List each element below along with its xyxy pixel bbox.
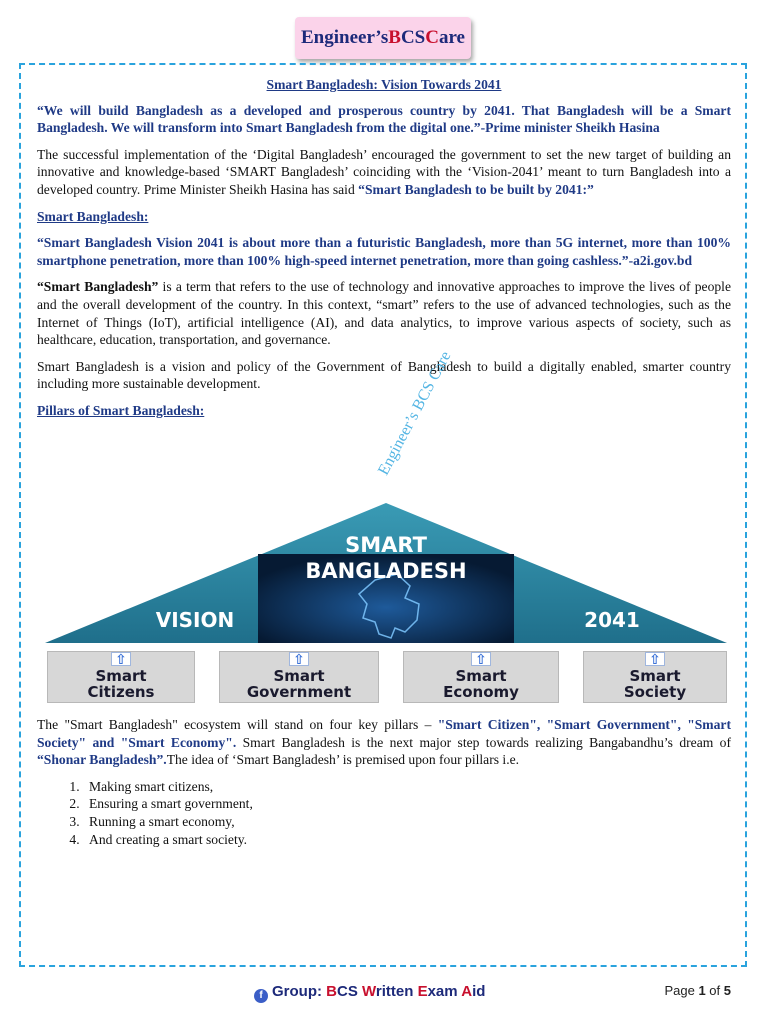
intro-text: The successful implementation of the ‘Digital Bangladesh’ encouraged the government to set the new target of building an innovative and knowledge-based ‘SMART Bangladesh’ coinciding with the ‘Vision-2041’ meant to turn Bangladesh into a developed country. Prime Minister Sheikh Hasina has said (37, 146, 731, 197)
badge-text-3: are (438, 27, 465, 48)
badge-text-2: CS (400, 27, 426, 48)
heading-pillars: Pillars of Smart Bangladesh: (37, 402, 205, 418)
pillar-sublabel-1: Citizens (87, 683, 155, 701)
badge-text-1: Engineer’s (301, 27, 389, 48)
pillar-sublabel-2: Government (246, 683, 352, 701)
definition-text: is a term that refers to the use of technology and innovative approaches to improve the lives of people and the overall development of the country. In this context, “smart” refers to the use of advanced technologies, such as the Internet of Things (IoT), artificial intelligence (AI), and data analytics, to improve various aspects of society, such as healthcare, education, transportation, and governance. (37, 279, 731, 348)
watermark: Engineer’s BCS Care (375, 348, 455, 478)
ecosystem-text-c: Smart Bangladesh is the next major step towards realizing Bangabandhu’s dream of (236, 734, 731, 750)
badge-letter-c: C (425, 27, 439, 48)
page-of: of (705, 983, 724, 998)
a2i-quote: “Smart Bangladesh Vision 2041 is about more than a futuristic Bangladesh, more than 5G internet, more than 100% smartphone penetration, more than 100% high-speed internet penetration, more than going cashless.”-a2i.gov.bd (37, 235, 731, 268)
list-item: 4. And creating a smart society. (83, 831, 731, 849)
footer-word: id (472, 983, 486, 1000)
footer-letter: B (326, 983, 337, 1000)
pm-quote: “We will build Bangladesh as a developed and prosperous country by 2041. That Bangladesh will be a Smart Bangladesh. We will transform into Smart Bangladesh from the digital one.”-Prime minister Sheikh Hasina (37, 102, 731, 136)
page-number (664, 983, 731, 998)
pillar-smart-government (219, 651, 379, 703)
pillar-row (47, 651, 727, 707)
pillar-label-2: Smart (273, 667, 325, 685)
diagram-vision-label: VISION (155, 608, 235, 632)
ecosystem-text-e: The idea of ‘Smart Bangladesh’ is premised upon four pillars i.e. (166, 752, 520, 768)
pillar-label-3: Smart (455, 667, 507, 685)
list-item: 3. Running a smart economy, (83, 813, 731, 831)
diagram-bangladesh-label: BANGLADESH (305, 559, 467, 583)
pillar-smart-citizens (47, 651, 195, 703)
list-item: 1. Making smart citizens, (83, 778, 731, 796)
definition-term: “Smart Bangladesh” (37, 279, 159, 295)
intro-quote: “Smart Bangladesh to be built by 2041:” (358, 181, 594, 197)
footer-word: ritten (375, 983, 418, 1000)
up-arrow-icon: ⇧ (289, 652, 309, 666)
facebook-icon: f (254, 989, 268, 1003)
header-badge (295, 17, 471, 59)
page-total: 5 (723, 983, 731, 998)
footer-letter: E (417, 983, 428, 1000)
shonar-bangladesh: “Shonar Bangladesh”. (37, 752, 167, 768)
definition-paragraph (37, 278, 731, 348)
pillar-smart-society (583, 651, 727, 703)
pillar-sublabel-4: Society (623, 683, 687, 701)
footer-letter: A (461, 983, 473, 1000)
page-current: 1 (698, 983, 706, 998)
footer-letter: W (362, 983, 376, 1000)
page-prefix: Page (664, 983, 699, 998)
pillars-list (37, 778, 731, 848)
ecosystem-text-a: The "Smart Bangladesh" ecosystem will stand on four key pillars – (37, 717, 438, 732)
pillar-smart-economy (403, 651, 559, 703)
heading-smart-bangladesh: Smart Bangladesh: (37, 208, 149, 224)
vision-policy-paragraph: Smart Bangladesh is a vision and policy of the Government of Bangladesh to build a digitally enabled, smarter country including more sustainable development. (37, 358, 731, 392)
up-arrow-icon: ⇧ (645, 652, 665, 666)
ecosystem-pillars: "Smart Citizen", "Smart Government", "Smart Society" and "Smart Economy". (37, 717, 731, 750)
page-title: Smart Bangladesh: Vision Towards 2041 (266, 77, 502, 92)
diagram-year-label: 2041 (584, 608, 640, 632)
diagram-smart-label: SMART (345, 533, 427, 557)
footer-label: Group: (272, 983, 327, 1000)
footer-word: CS (337, 983, 363, 1000)
pillar-sublabel-3: Economy (443, 683, 519, 701)
up-arrow-icon: ⇧ (471, 652, 491, 666)
footer-group (254, 983, 485, 1003)
ecosystem-paragraph (37, 716, 731, 769)
footer-word: xam (427, 983, 462, 1000)
main-content (37, 76, 731, 429)
badge-letter-b: B (388, 27, 401, 48)
list-item: 2. Ensuring a smart government, (83, 795, 731, 813)
intro-paragraph (37, 146, 731, 199)
lower-content (37, 716, 731, 848)
pillar-label-1: Smart (95, 667, 147, 685)
pillar-label-4: Smart (629, 667, 681, 685)
up-arrow-icon: ⇧ (111, 652, 131, 666)
